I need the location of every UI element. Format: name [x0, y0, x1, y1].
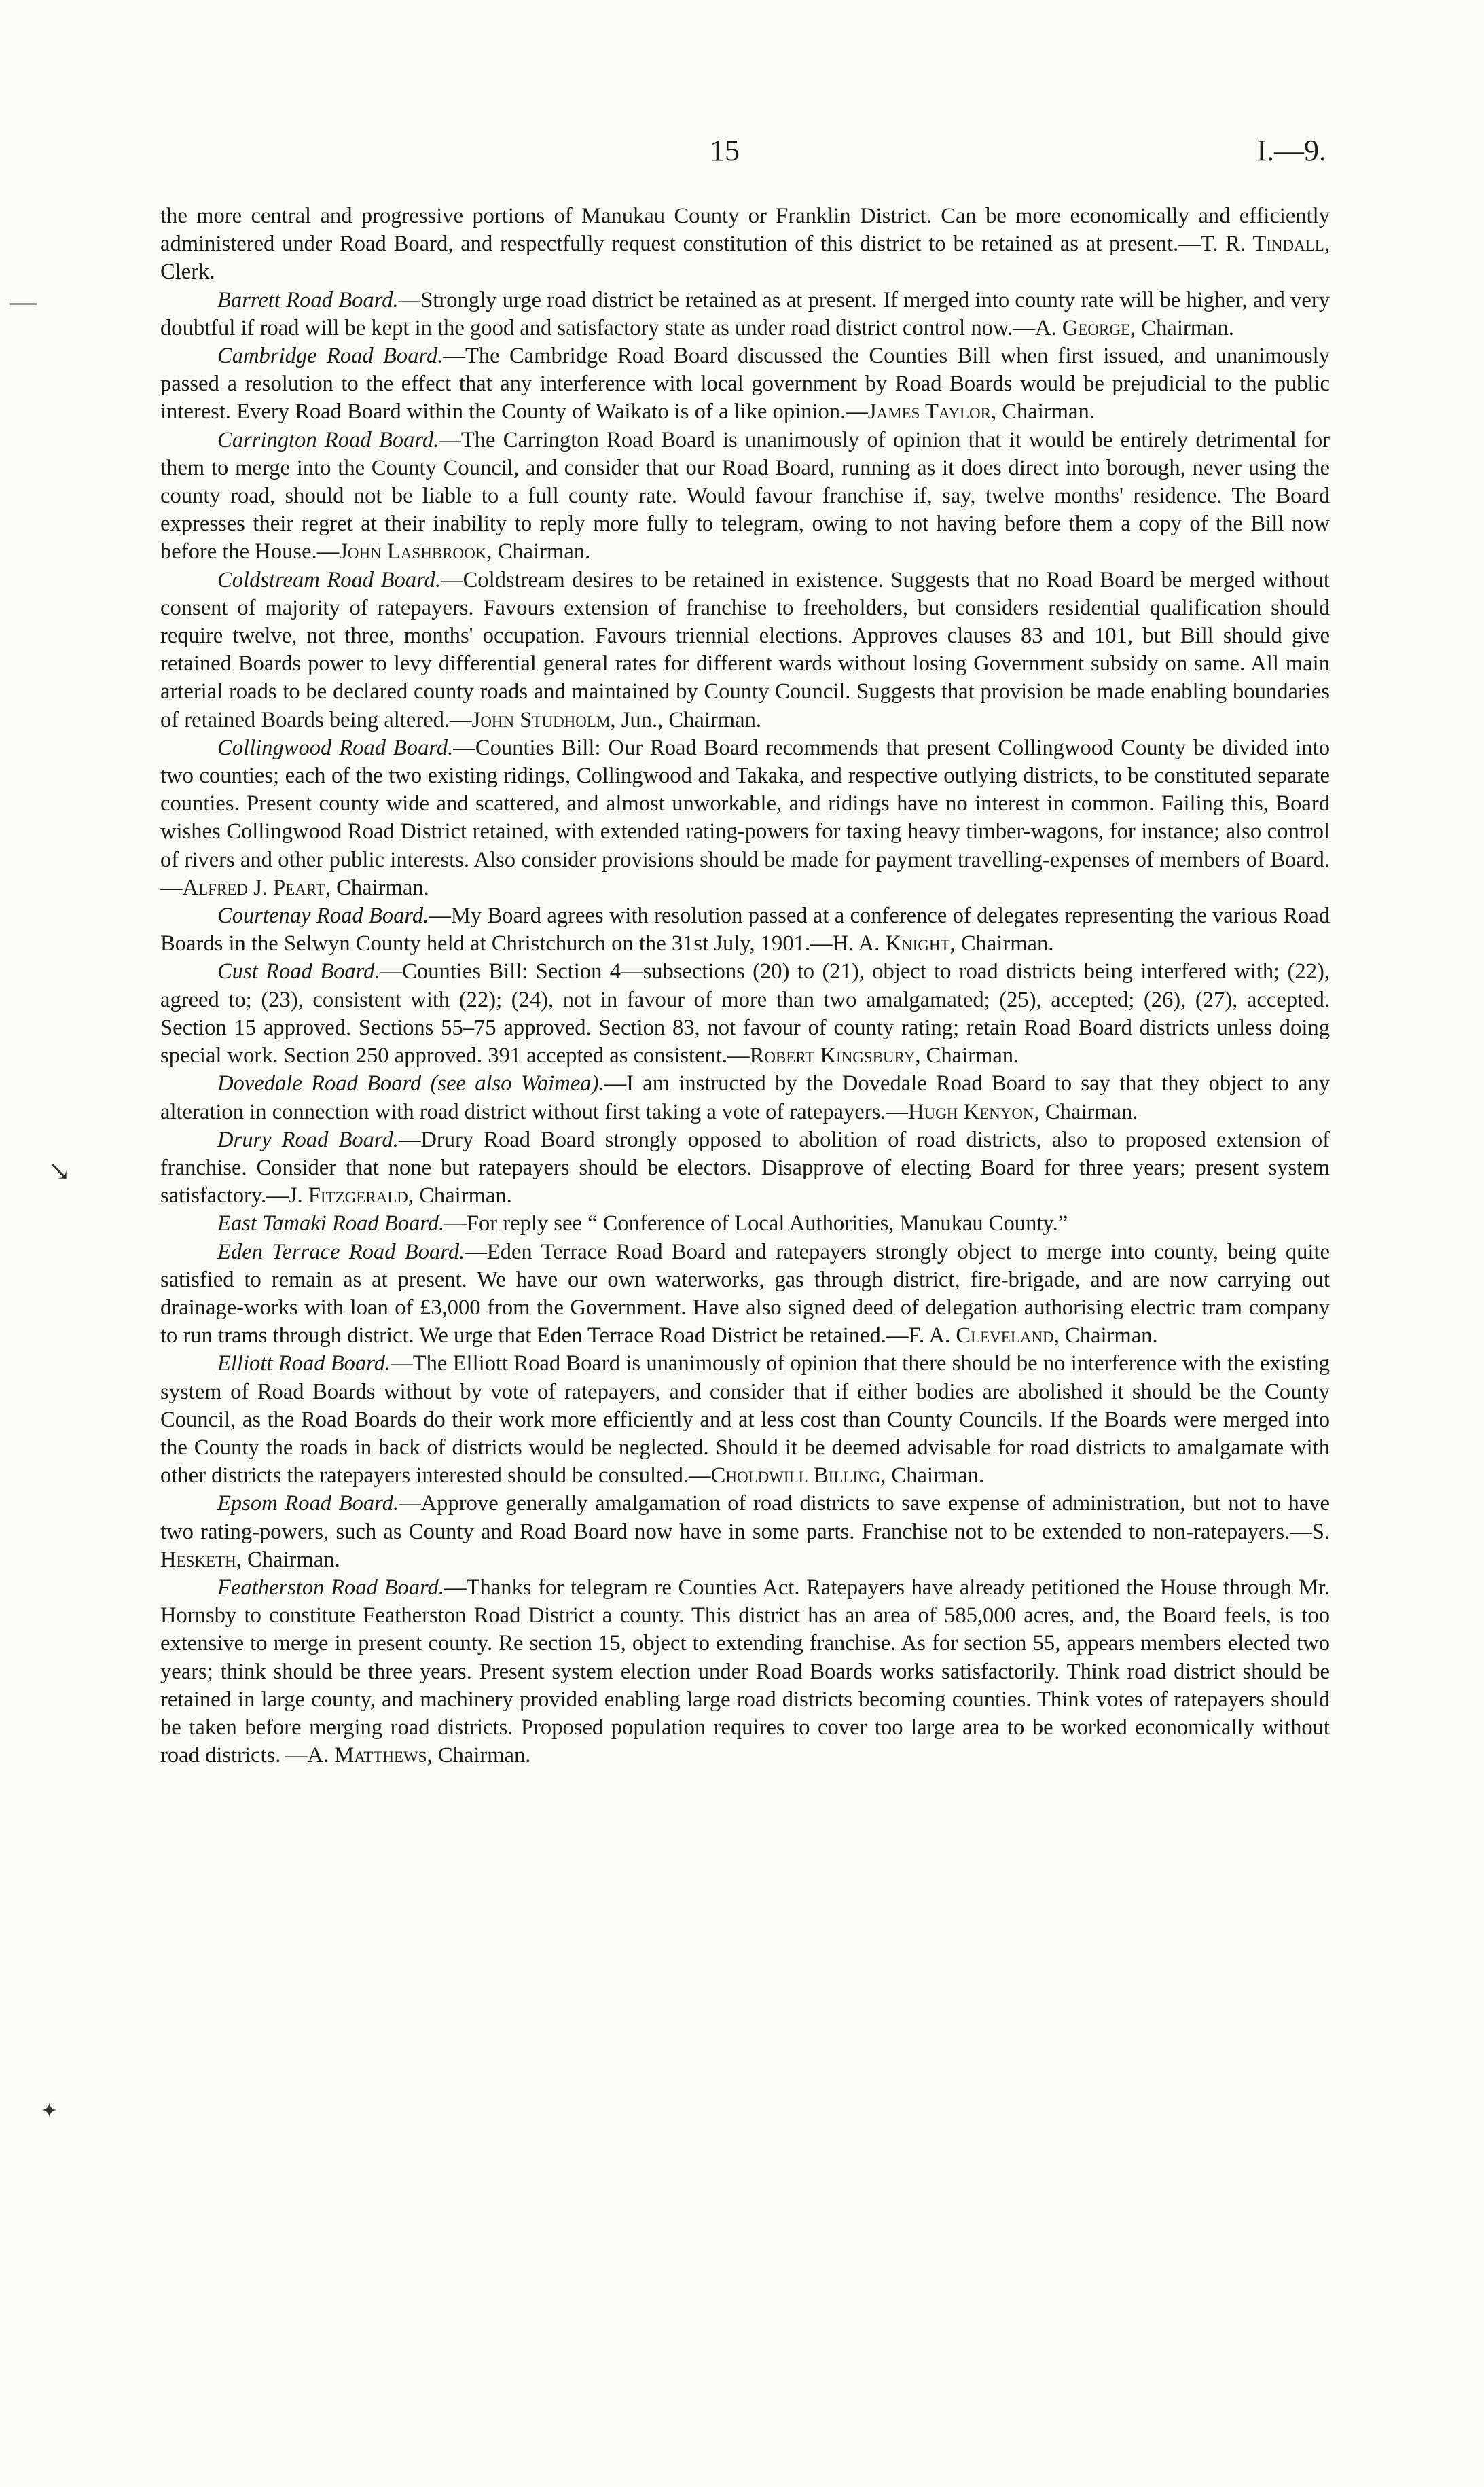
- board-name: Cust Road Board.: [217, 959, 380, 984]
- board-name: Epsom Road Board.: [217, 1491, 399, 1516]
- signatory: John Studholm: [471, 707, 611, 732]
- board-name: Collingwood Road Board.: [217, 735, 454, 760]
- board-name: Eden Terrace Road Board.: [217, 1239, 465, 1264]
- signatory: S. Hesketh: [160, 1519, 1330, 1572]
- paragraph: Collingwood Road Board.—Counties Bill: Our Road Board recommends that present Collingwood County be divided into two counties; each of the two existing ridings, Collingwood and Takaka, and respective outlying districts, to be constituted separate counties. Present county wide and scattered, and almost unworkable, and ridings have no interest in common. Failing this, Board wishes Collingwood Road District retained, with extended rating-powers for taxing heavy timber-wagons, for instance; also control of rivers and other public interests. Also consider provisions should be made for payment travelling-expenses of members of Board.—Alfred J. Peart, Chairman.: [160, 735, 1330, 900]
- signatory: A. Matthews: [307, 1743, 427, 1768]
- board-name: Dovedale Road Board (see also Waimea).: [217, 1071, 604, 1096]
- paragraph: Barrett Road Board.—Strongly urge road district be retained as at present. If merged into county rate will be higher, and very doubtful if road will be kept in the good and satisfactory state as under road district control now.—A. George, Chairman.: [160, 287, 1330, 340]
- paragraph: Dovedale Road Board (see also Waimea).—I am instructed by the Dovedale Road Board to say that they object to any alteration in connection with road district without first taking a vote of ratepayers.—Hugh Kenyon, Chairman.: [160, 1071, 1330, 1124]
- board-name: Coldstream Road Board.: [217, 567, 441, 592]
- paragraph: Cambridge Road Board.—The Cambridge Road Board discussed the Counties Bill when first issued, and unanimously passed a resolution to the effect that any interference with local government by Road Boards would be prejudicial to the public interest. Every Road Board within the County of Waikato is of a like opinion.—James Taylor, Chairman.: [160, 344, 1331, 425]
- margin-mark-icon: —: [10, 286, 37, 317]
- paragraph: Eden Terrace Road Board.—Eden Terrace Road Board and ratepayers strongly object to merge into county, being quite satisfied to remain as at present. We have our own waterworks, gas through district, fire-brigade, and are now carrying out drainage-works with loan of £3,000 from the Government. Have also signed deed of delegation authorising electric tram company to run trams through district. We urge that Eden Terrace Road District be retained.—F. A. Cleveland, Chairman.: [160, 1239, 1330, 1348]
- signatory: Choldwill Billing: [710, 1463, 881, 1488]
- paragraph: East Tamaki Road Board.—For reply see “ Conference of Local Authorities, Manukau County.”: [217, 1211, 1068, 1236]
- signatory: H. A. Knight: [832, 931, 950, 956]
- signatory: James Taylor: [867, 399, 991, 425]
- board-name: Barrett Road Board.: [217, 287, 399, 312]
- board-name: Featherston Road Board.: [217, 1575, 444, 1600]
- signatory: F. A. Cleveland: [908, 1323, 1054, 1348]
- board-name: Cambridge Road Board.: [217, 344, 444, 369]
- board-name: East Tamaki Road Board.: [217, 1211, 445, 1236]
- signatory: T. R. Tindall: [1200, 232, 1324, 257]
- body-text: [160, 202, 1330, 1770]
- paragraph: Drury Road Board.—Drury Road Board strongly opposed to abolition of road districts, also to proposed extension of franchise. Consider that none but ratepayers should be electors. Disapprove of electing Board for three years; present system satisfactory.—J. Fitzgerald, Chairman.: [160, 1127, 1330, 1209]
- paragraph: Courtenay Road Board.—My Board agrees with resolution passed at a conference of delegates representing the various Road Boards in the Selwyn County held at Christchurch on the 31st July, 1901.—H. A. Knight, Chairman.: [160, 903, 1330, 956]
- board-name: Drury Road Board.: [217, 1127, 399, 1152]
- board-name: Courtenay Road Board.: [217, 903, 429, 929]
- margin-mark-icon: ↘: [48, 1156, 71, 1186]
- paragraph: Elliott Road Board.—The Elliott Road Board is unanimously of opinion that there should be no interference with the existing system of Road Boards without by vote of ratepayers, and consider that if either bodies are abolished it should be the County Council, as the Road Boards do their work more efficiently and at less cost than County Councils. If the Boards were merged into the County the roads in back of districts would be neglected. Should it be deemed advisable for road districts to amalgamate with other districts the ratepayers interested should be consulted.—Choldwill Billing, Chairman.: [160, 1351, 1330, 1488]
- margin-mark-icon: ✦: [41, 2100, 58, 2122]
- signatory: J. Fitzgerald: [288, 1183, 408, 1209]
- board-name: Carrington Road Board.: [217, 427, 439, 452]
- paragraph: Coldstream Road Board.—Coldstream desires to be retained in existence. Suggests that no Road Board be merged without consent of majority of ratepayers. Favours extension of franchise to freeholders, but considers residential qualification should require twelve, not three, months' occupation. Favours triennial elections. Approves clauses 83 and 101, but Bill should give retained Boards power to levy differential general rates for different wards without losing Government subsidy on same. All main arterial roads to be declared county roads and maintained by County Council. Suggests that provision be made enabling boundaries of retained Boards being altered.—John Studholm, Jun., Chairman.: [160, 567, 1330, 732]
- signatory: Robert Kingsbury: [749, 1043, 916, 1069]
- signatory: Alfred J. Peart: [182, 875, 325, 900]
- signatory: John Lashbrook: [339, 539, 487, 565]
- paragraph: Featherston Road Board.—Thanks for telegram re Counties Act. Ratepayers have already petitioned the House through Mr. Hornsby to constitute Featherston Road District a county. This district has an area of 585,000 acres, and, the Board feels, is too extensive to merge in present county. Re section 15, object to extending franchise. As for section 55, appears members elected two years; think should be three years. Present system election under Road Boards works satisfactorily. Think road district should be retained in large county, and machinery provided enabling large road districts becoming counties. Think votes of ratepayers should be taken before merging road districts. Proposed population requires to cover too large area to be worked economically without road districts. —A. Matthews, Chairman.: [160, 1575, 1331, 1768]
- paragraph: the more central and progressive portions of Manukau County or Franklin District. Can be more economically and efficiently administered under Road Board, and respectfully request constitution of this district to be retained as at present.—T. R. Tindall, Clerk.: [160, 204, 1330, 285]
- document-reference: I.—9.: [1256, 134, 1326, 167]
- board-name: Elliott Road Board.: [217, 1351, 391, 1376]
- signatory: Hugh Kenyon: [908, 1099, 1034, 1124]
- paragraph: Epsom Road Board.—Approve generally amalgamation of road districts to save expense of administration, but not to have two rating-powers, such as County and Road Board now have in some parts. Franchise not to be extended to non-ratepayers.—S. Hesketh, Chairman.: [160, 1491, 1330, 1572]
- page-header: [0, 133, 1484, 181]
- paragraph: Carrington Road Board.—The Carrington Road Board is unanimously of opinion that it would be entirely detrimental for them to merge into the County Council, and consider that our Road Board, running as it does direct into borough, never using the county road, should not be liable to a full county rate. Would favour franchise if, say, twelve months' residence. The Board expresses their regret at their inability to reply more fully to telegram, owing to not having before them a copy of the Bill now before the House.—John Lashbrook, Chairman.: [160, 427, 1330, 565]
- page-number: 15: [710, 134, 740, 167]
- paragraph: Cust Road Board.—Counties Bill: Section 4—subsections (20) to (21), object to road districts being interfered with; (22), agreed to; (23), consistent with (22); (24), not in favour of more than two amalgamated; (25), accepted; (26), (27), accepted. Section 15 approved. Sections 55–75 approved. Section 83, not favour of county rating; retain Road Board districts unless doing special work. Section 250 approved. 391 accepted as consistent.—Robert Kingsbury, Chairman.: [160, 959, 1330, 1069]
- signatory: A. George: [1035, 315, 1131, 340]
